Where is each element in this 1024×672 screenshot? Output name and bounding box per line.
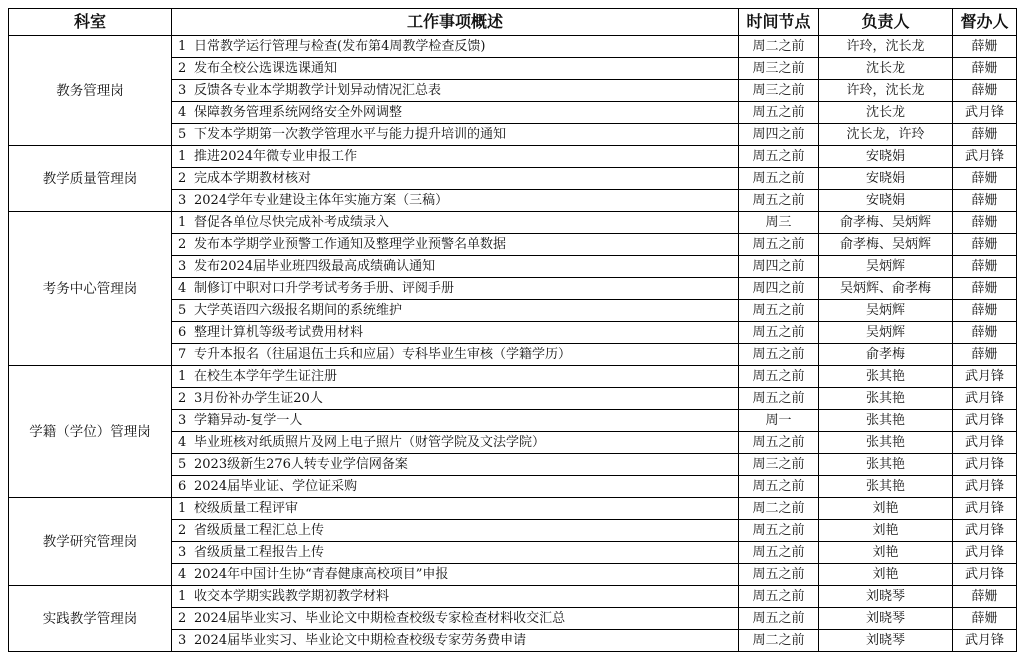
table-row: [9, 212, 1017, 234]
task-number: 2: [178, 610, 187, 626]
time-cell: 周五之前: [739, 608, 819, 630]
supervisor-cell: 薛姗: [953, 80, 1017, 102]
task-text: 整理计算机等级考试费用材料: [194, 324, 364, 340]
task-text: 在校生本学年学生证注册: [194, 368, 338, 384]
time-cell: 周五之前: [739, 168, 819, 190]
time-cell: 周四之前: [739, 256, 819, 278]
task-text: 制修订中职对口升学考试考务手册、评阅手册: [194, 280, 455, 296]
task-number: 2: [178, 170, 187, 186]
task-text: 收交本学期实践教学期初教学材料: [194, 588, 390, 604]
supervisor-cell: 薛姗: [953, 322, 1017, 344]
task-number: 2: [178, 522, 187, 538]
supervisor-cell: 武月锋: [953, 630, 1017, 652]
time-cell: 周五之前: [739, 388, 819, 410]
time-cell: 周二之前: [739, 498, 819, 520]
task-number: 3: [178, 544, 187, 560]
task-number: 4: [178, 434, 187, 450]
time-cell: 周四之前: [739, 278, 819, 300]
task-number: 3: [178, 632, 187, 648]
supervisor-cell: 薛姗: [953, 190, 1017, 212]
task-number: 5: [178, 126, 187, 142]
time-cell: 周三: [739, 212, 819, 234]
task-text: 督促各单位尽快完成补考成绩录入: [194, 214, 390, 230]
supervisor-cell: 薛姗: [953, 234, 1017, 256]
supervisor-cell: 武月锋: [953, 564, 1017, 586]
task-cell: [172, 542, 739, 564]
task-cell: [172, 278, 739, 300]
task-number: 5: [178, 302, 187, 318]
owner-cell: 沈长龙，许玲: [819, 124, 953, 146]
task-cell: [172, 410, 739, 432]
task-cell: [172, 454, 739, 476]
supervisor-cell: 武月锋: [953, 102, 1017, 124]
task-cell: [172, 36, 739, 58]
task-cell: [172, 124, 739, 146]
task-text: 毕业班核对纸质照片及网上电子照片（财管学院及文法学院）: [194, 434, 546, 450]
supervisor-cell: 武月锋: [953, 146, 1017, 168]
time-cell: 周五之前: [739, 366, 819, 388]
supervisor-cell: 武月锋: [953, 476, 1017, 498]
task-cell: [172, 432, 739, 454]
task-number: 1: [178, 588, 187, 604]
task-text: 发布全校公选课选课通知: [194, 60, 338, 76]
task-cell: [172, 190, 739, 212]
owner-cell: 沈长龙: [819, 58, 953, 80]
owner-cell: 刘艳: [819, 498, 953, 520]
task-text: 2024年中国计生协“青春健康高校项目”申报: [194, 566, 449, 582]
dept-cell: 学籍（学位）管理岗: [9, 366, 172, 498]
owner-cell: 张其艳: [819, 388, 953, 410]
time-cell: 周五之前: [739, 146, 819, 168]
task-cell: [172, 388, 739, 410]
owner-cell: 张其艳: [819, 432, 953, 454]
task-cell: [172, 168, 739, 190]
time-cell: 周五之前: [739, 542, 819, 564]
owner-cell: 许玲，沈长龙: [819, 80, 953, 102]
time-cell: 周三之前: [739, 58, 819, 80]
task-text: 日常教学运行管理与检查(发布第4周教学检查反馈): [194, 38, 486, 54]
supervisor-cell: 薛姗: [953, 58, 1017, 80]
task-number: 7: [178, 346, 187, 362]
task-number: 4: [178, 104, 187, 120]
dept-cell: 教学质量管理岗: [9, 146, 172, 212]
supervisor-cell: 武月锋: [953, 454, 1017, 476]
owner-cell: 俞孝梅: [819, 344, 953, 366]
time-cell: 周五之前: [739, 234, 819, 256]
time-cell: 周五之前: [739, 102, 819, 124]
dept-cell: 教学研究管理岗: [9, 498, 172, 586]
owner-cell: 张其艳: [819, 454, 953, 476]
owner-cell: 刘晓琴: [819, 608, 953, 630]
table-row: [9, 36, 1017, 58]
task-text: 下发本学期第一次教学管理水平与能力提升培训的通知: [194, 126, 507, 142]
dept-cell: 考务中心管理岗: [9, 212, 172, 366]
task-number: 1: [178, 500, 187, 516]
task-text: 2024学年专业建设主体年实施方案（三稿）: [194, 192, 449, 208]
task-number: 2: [178, 236, 187, 252]
supervisor-cell: 薛姗: [953, 278, 1017, 300]
supervisor-cell: 武月锋: [953, 542, 1017, 564]
task-cell: [172, 608, 739, 630]
task-cell: [172, 476, 739, 498]
owner-cell: 许玲，沈长龙: [819, 36, 953, 58]
task-number: 2: [178, 60, 187, 76]
dept-cell: 实践教学管理岗: [9, 586, 172, 652]
time-cell: 周五之前: [739, 344, 819, 366]
task-text: 3月份补办学生证20人: [194, 390, 323, 406]
header-task: 工作事项概述: [172, 9, 739, 36]
supervisor-cell: 薛姗: [953, 608, 1017, 630]
task-number: 4: [178, 566, 187, 582]
task-number: 1: [178, 214, 187, 230]
task-text: 2024届毕业实习、毕业论文中期检查校级专家劳务费申请: [194, 632, 527, 648]
task-text: 大学英语四六级报名期间的系统维护: [194, 302, 403, 318]
task-number: 5: [178, 456, 187, 472]
task-cell: [172, 212, 739, 234]
header-owner: 负责人: [819, 9, 953, 36]
owner-cell: 安晓娟: [819, 190, 953, 212]
task-text: 保障教务管理系统网络安全外网调整: [194, 104, 403, 120]
task-text: 省级质量工程报告上传: [194, 544, 325, 560]
table-body: [9, 36, 1017, 652]
owner-cell: 刘晓琴: [819, 630, 953, 652]
task-text: 省级质量工程汇总上传: [194, 522, 325, 538]
task-number: 6: [178, 324, 187, 340]
task-cell: [172, 300, 739, 322]
header-row: [9, 9, 1017, 36]
time-cell: 周一: [739, 410, 819, 432]
task-cell: [172, 498, 739, 520]
supervisor-cell: 武月锋: [953, 388, 1017, 410]
dept-cell: 教务管理岗: [9, 36, 172, 146]
table-row: [9, 366, 1017, 388]
time-cell: 周三之前: [739, 454, 819, 476]
supervisor-cell: 薛姗: [953, 168, 1017, 190]
task-cell: [172, 564, 739, 586]
supervisor-cell: 武月锋: [953, 432, 1017, 454]
owner-cell: 张其艳: [819, 476, 953, 498]
header-dept: 科室: [9, 9, 172, 36]
task-cell: [172, 256, 739, 278]
supervisor-cell: 薛姗: [953, 124, 1017, 146]
task-cell: [172, 146, 739, 168]
task-number: 3: [178, 412, 187, 428]
owner-cell: 吴炳辉: [819, 256, 953, 278]
task-cell: [172, 80, 739, 102]
owner-cell: 刘艳: [819, 564, 953, 586]
task-text: 2023级新生276人转专业学信网备案: [194, 456, 408, 472]
owner-cell: 刘晓琴: [819, 586, 953, 608]
owner-cell: 俞孝梅、吴炳辉: [819, 234, 953, 256]
table-row: [9, 146, 1017, 168]
task-cell: [172, 366, 739, 388]
task-cell: [172, 102, 739, 124]
task-text: 推进2024年微专业申报工作: [194, 148, 358, 164]
task-number: 3: [178, 258, 187, 274]
supervisor-cell: 武月锋: [953, 520, 1017, 542]
task-cell: [172, 630, 739, 652]
table-row: [9, 586, 1017, 608]
task-number: 2: [178, 390, 187, 406]
owner-cell: 安晓娟: [819, 168, 953, 190]
supervisor-cell: 武月锋: [953, 366, 1017, 388]
document-page: [8, 8, 1016, 652]
task-text: 发布本学期学业预警工作通知及整理学业预警名单数据: [194, 236, 507, 252]
supervisor-cell: 薛姗: [953, 256, 1017, 278]
time-cell: 周二之前: [739, 630, 819, 652]
task-text: 反馈各专业本学期教学计划异动情况汇总表: [194, 82, 442, 98]
task-number: 1: [178, 38, 187, 54]
task-text: 学籍异动-复学一人: [194, 412, 303, 428]
owner-cell: 安晓娟: [819, 146, 953, 168]
time-cell: 周二之前: [739, 36, 819, 58]
supervisor-cell: 薛姗: [953, 344, 1017, 366]
task-text: 完成本学期教材核对: [194, 170, 312, 186]
time-cell: 周四之前: [739, 124, 819, 146]
supervisor-cell: 薛姗: [953, 212, 1017, 234]
owner-cell: 吴炳辉、俞孝梅: [819, 278, 953, 300]
task-number: 4: [178, 280, 187, 296]
task-cell: [172, 344, 739, 366]
work-schedule-table: [8, 8, 1017, 652]
task-text: 发布2024届毕业班四级最高成绩确认通知: [194, 258, 436, 274]
task-text: 2024届毕业实习、毕业论文中期检查校级专家检查材料收交汇总: [194, 610, 566, 626]
owner-cell: 刘艳: [819, 542, 953, 564]
owner-cell: 刘艳: [819, 520, 953, 542]
task-number: 3: [178, 192, 187, 208]
time-cell: 周五之前: [739, 476, 819, 498]
owner-cell: 张其艳: [819, 366, 953, 388]
supervisor-cell: 武月锋: [953, 498, 1017, 520]
task-text: 2024届毕业证、学位证采购: [194, 478, 358, 494]
supervisor-cell: 武月锋: [953, 410, 1017, 432]
task-number: 1: [178, 368, 187, 384]
task-text: 专升本报名（往届退伍士兵和应届）专科毕业生审核（学籍学历）: [194, 346, 572, 362]
time-cell: 周五之前: [739, 190, 819, 212]
time-cell: 周五之前: [739, 432, 819, 454]
time-cell: 周三之前: [739, 80, 819, 102]
supervisor-cell: 薛姗: [953, 36, 1017, 58]
owner-cell: 吴炳辉: [819, 300, 953, 322]
header-time: 时间节点: [739, 9, 819, 36]
task-cell: [172, 586, 739, 608]
owner-cell: 张其艳: [819, 410, 953, 432]
owner-cell: 俞孝梅、吴炳辉: [819, 212, 953, 234]
task-text: 校级质量工程评审: [194, 500, 299, 516]
time-cell: 周五之前: [739, 564, 819, 586]
time-cell: 周五之前: [739, 586, 819, 608]
time-cell: 周五之前: [739, 300, 819, 322]
task-cell: [172, 322, 739, 344]
task-number: 1: [178, 148, 187, 164]
time-cell: 周五之前: [739, 322, 819, 344]
owner-cell: 沈长龙: [819, 102, 953, 124]
task-number: 6: [178, 478, 187, 494]
header-supervisor: 督办人: [953, 9, 1017, 36]
supervisor-cell: 薛姗: [953, 300, 1017, 322]
task-cell: [172, 520, 739, 542]
task-cell: [172, 58, 739, 80]
table-row: [9, 498, 1017, 520]
owner-cell: 吴炳辉: [819, 322, 953, 344]
supervisor-cell: 薛姗: [953, 586, 1017, 608]
task-cell: [172, 234, 739, 256]
task-number: 3: [178, 82, 187, 98]
time-cell: 周五之前: [739, 520, 819, 542]
